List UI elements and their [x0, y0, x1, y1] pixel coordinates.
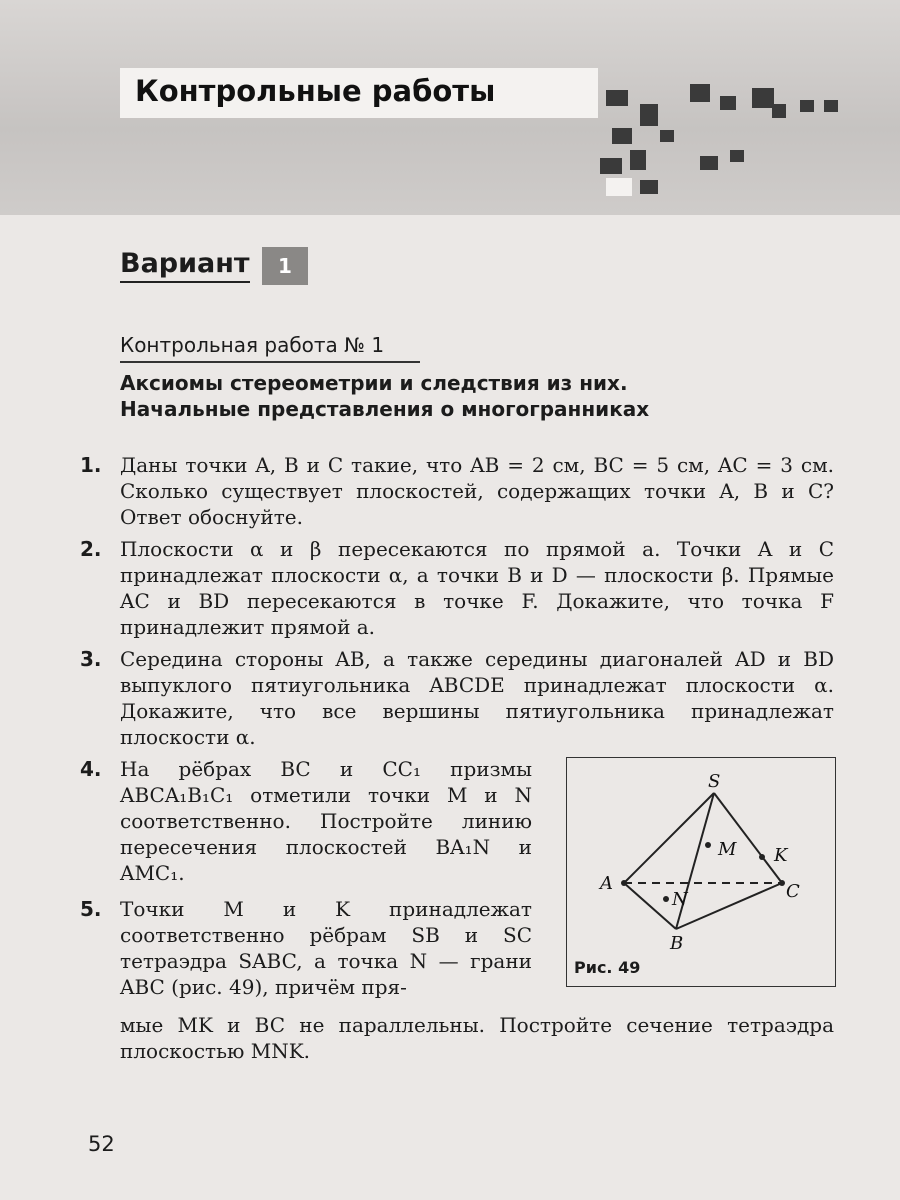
problem-5 — [80, 896, 532, 1000]
subtitle-line-2: Начальные представления о многогранниках — [120, 397, 650, 421]
problem-number: 4. — [80, 757, 102, 781]
variant-label: Вариант — [120, 248, 250, 283]
problem-number: 1. — [80, 453, 102, 477]
point-K — [759, 854, 765, 860]
problem-text-part-2: мые MK и BC не параллельны. Постройте сечение тетраэдра плоскостью MNK. — [120, 1013, 834, 1063]
page-number: 52 — [88, 1132, 115, 1156]
label-C: C — [786, 881, 800, 902]
point-C — [779, 880, 785, 886]
label-S: S — [708, 771, 721, 792]
problem-text: Даны точки A, B и C такие, что AB = 2 см, BC = 5 см, AC = 3 см. Сколько существует плоскостей, содержащих точки A, B и C? Ответ обоснуйте. — [120, 453, 834, 529]
edge-BC — [676, 883, 782, 929]
problem-4 — [80, 756, 532, 886]
problem-text: На рёбрах BC и CC₁ призмы ABCA₁B₁C₁ отметили точки M и N соответственно. Постройте линию пересечения плоскостей BA₁N и AMC₁. — [120, 757, 532, 885]
problem-1 — [80, 452, 834, 530]
label-K: K — [774, 845, 788, 866]
label-B: B — [670, 933, 684, 954]
edge-AB — [624, 883, 676, 929]
variant-number-badge: 1 — [262, 247, 308, 285]
problem-3 — [80, 646, 834, 750]
problem-text-part-1: Точки M и K принадлежат соответственно рёбрам SB и SC тетраэдра SABC, а точка N — грани ABC (рис. 49), причём пря- — [120, 897, 532, 999]
page-section-title: Контрольные работы — [135, 74, 496, 108]
problem-text: Плоскости α и β пересекаются по прямой a. Точки A и C принадлежат плоскости α, а точки B и D — плоскости β. Прямые AC и BD пересекаются в точке F. Докажите, что точка F принадлежит прямой a. — [120, 537, 834, 639]
figure-caption: Рис. 49 — [574, 958, 641, 977]
problem-text: Середина стороны AB, а также середины диагоналей AD и BD выпуклого пятиугольника ABCDE принадлежат плоскости α. Докажите, что все вершины пятиугольника принадлежат плоскости α. — [120, 647, 834, 749]
problem-5-continued — [120, 1012, 834, 1064]
work-title: Контрольная работа № 1 — [120, 333, 420, 363]
tetrahedron-figure — [566, 757, 834, 985]
work-subtitle — [120, 370, 820, 422]
problem-2 — [80, 536, 834, 640]
point-A — [621, 880, 627, 886]
edge-SC — [714, 793, 782, 883]
label-M: M — [718, 839, 737, 860]
label-N: N — [672, 889, 688, 910]
point-N — [663, 896, 669, 902]
subtitle-line-1: Аксиомы стереометрии и следствия из них. — [120, 371, 628, 395]
point-M — [705, 842, 711, 848]
label-A: A — [600, 873, 613, 894]
problem-number: 3. — [80, 647, 102, 671]
problem-number: 5. — [80, 897, 102, 921]
problem-number: 2. — [80, 537, 102, 561]
